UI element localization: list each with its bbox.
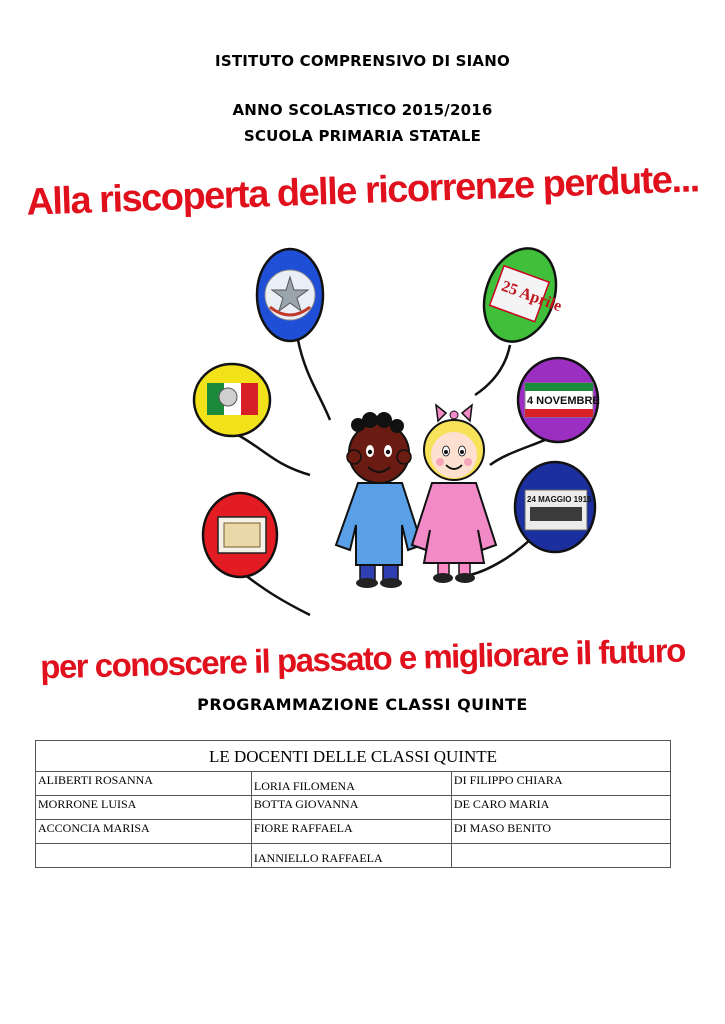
table-cell: DI MASO BENITO <box>451 820 670 844</box>
table-cell: ALIBERTI ROSANNA <box>36 772 252 796</box>
table-row <box>36 820 671 844</box>
balloon-red-stamp <box>203 493 277 577</box>
table-cell: LORIA FILOMENA <box>251 772 451 796</box>
table-row <box>36 796 671 820</box>
balloon-purple-4-novembre <box>518 358 600 442</box>
table-cell <box>451 844 670 868</box>
main-title: Alla riscoperta delle ricorrenze perdute... <box>25 158 700 224</box>
balloon-yellow-flag <box>194 364 270 436</box>
balloon-blue-emblem <box>257 249 323 341</box>
school-type: SCUOLA PRIMARIA STATALE <box>243 127 482 145</box>
teachers-table <box>35 740 671 868</box>
boy-figure <box>336 412 422 588</box>
balloon-purple-label: 4 NOVEMBRE <box>527 395 600 407</box>
table-cell: DI FILIPPO CHIARA <box>451 772 670 796</box>
girl-figure <box>412 405 496 583</box>
table-row <box>36 844 671 868</box>
table-heading: LE DOCENTI DELLE CLASSI QUINTE <box>36 741 671 772</box>
school-name: ISTITUTO COMPRENSIVO DI SIANO <box>215 52 510 70</box>
table-cell <box>36 844 252 868</box>
table-cell: DE CARO MARIA <box>451 796 670 820</box>
school-year: ANNO SCOLASTICO 2015/2016 <box>232 101 493 119</box>
table-cell: IANNIELLO RAFFAELA <box>251 844 451 868</box>
balloons-children-illustration <box>170 245 630 625</box>
balloon-green-25-aprile <box>472 245 569 352</box>
table-cell: BOTTA GIOVANNA <box>251 796 451 820</box>
emblem-icon <box>219 388 237 406</box>
balloon-green-label: 25 Aprile <box>499 277 564 316</box>
subtitle: per conoscere il passato e migliorare il futuro <box>39 631 686 686</box>
programme-heading: PROGRAMMAZIONE CLASSI QUINTE <box>197 695 528 714</box>
table-row <box>36 772 671 796</box>
balloon-navy-24-maggio <box>515 462 595 552</box>
table-cell: ACCONCIA MARISA <box>36 820 252 844</box>
table-cell: MORRONE LUISA <box>36 796 252 820</box>
table-cell: FIORE RAFFAELA <box>251 820 451 844</box>
balloon-navy-label: 24 MAGGIO 1915 <box>527 495 592 504</box>
balloon-strings <box>238 340 565 615</box>
